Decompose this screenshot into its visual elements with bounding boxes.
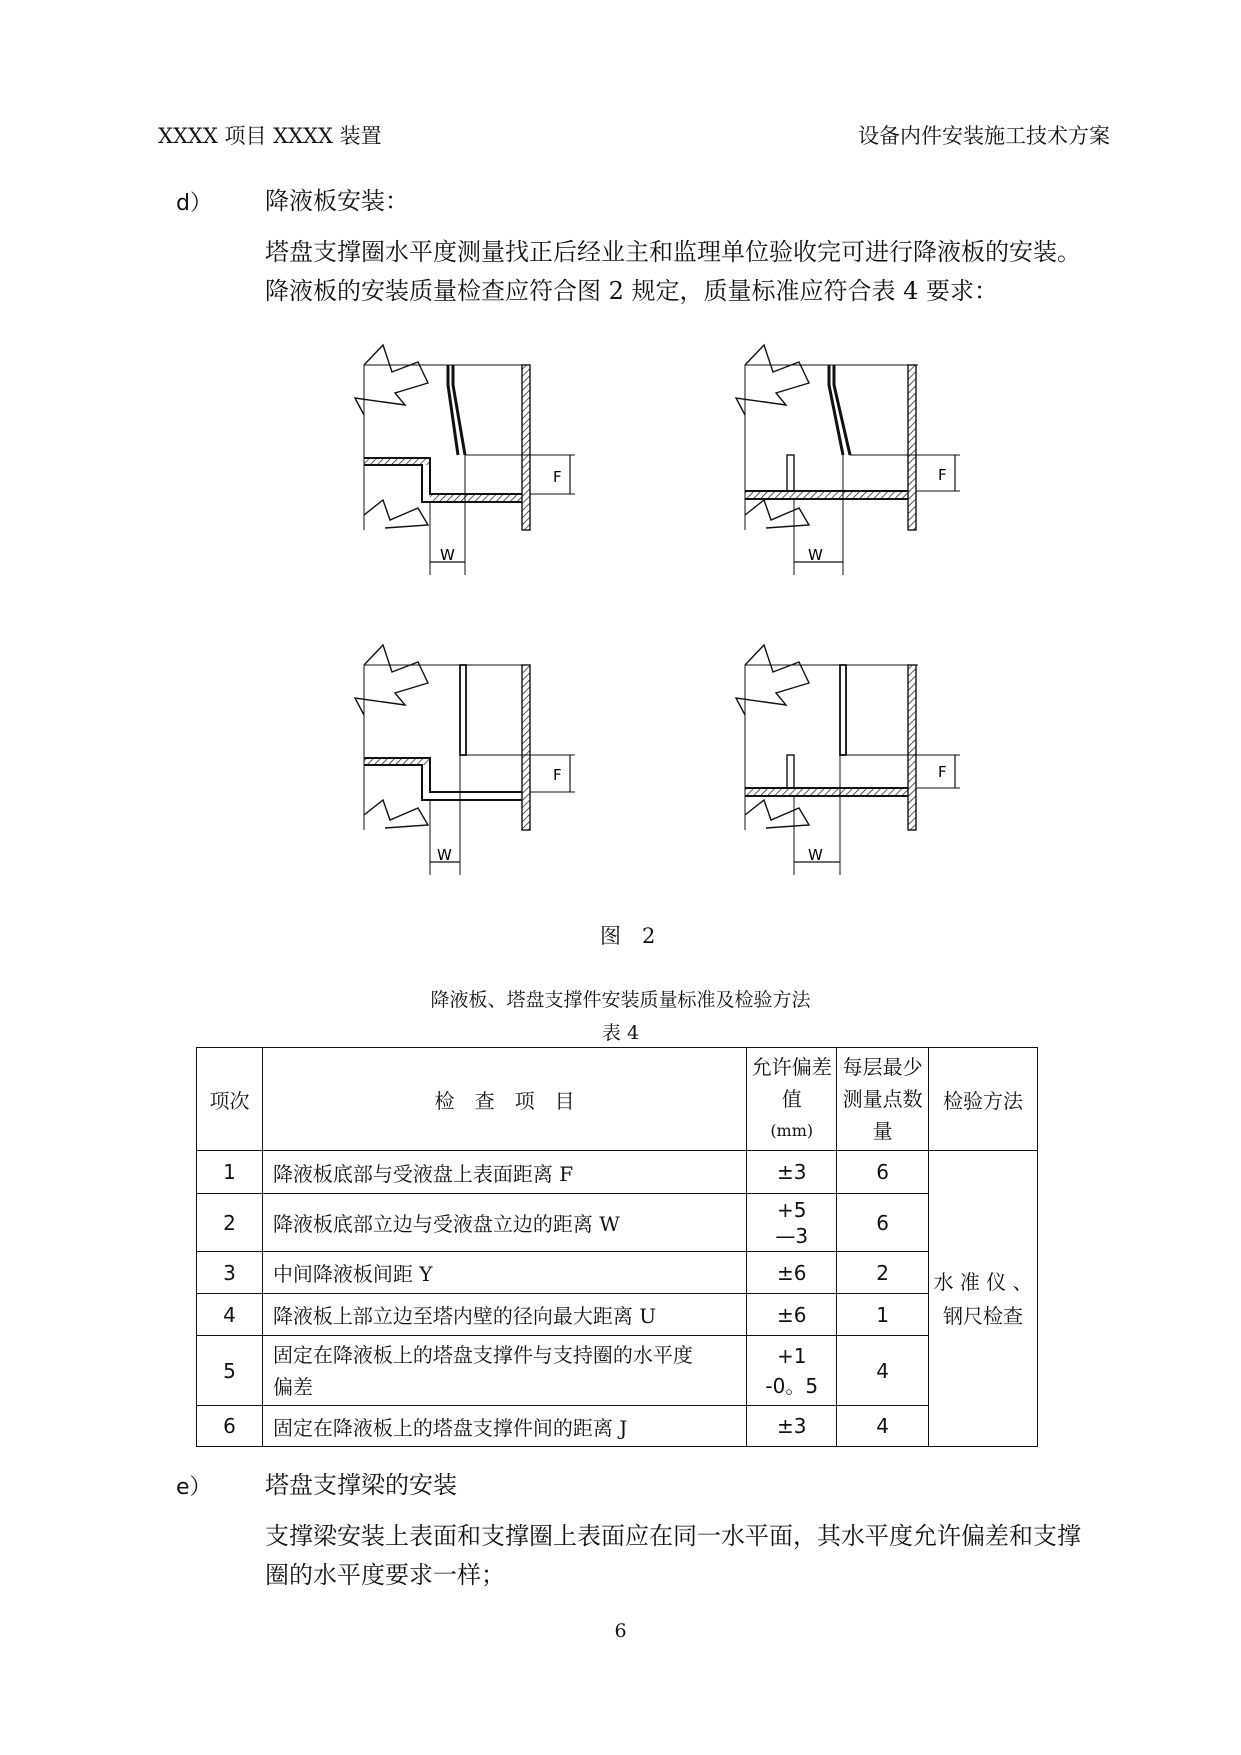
label-w-3: W [437, 846, 452, 864]
header-left: XXXX 项目 XXXX 装置 [158, 124, 382, 148]
section-e-title: 塔盘支撑梁的安装 [265, 1471, 457, 1499]
row-tolerance [747, 1194, 837, 1252]
row-no: 5 [197, 1336, 263, 1406]
table-row [197, 1406, 1038, 1447]
section-e-label: e） [176, 1475, 212, 1500]
label-f-1: F [553, 468, 562, 486]
row-tolerance: ±3 [747, 1406, 837, 1447]
row-no: 2 [197, 1194, 263, 1252]
label-w-1: W [440, 546, 455, 564]
row-points: 6 [837, 1151, 929, 1194]
row-item: 降液板底部立边与受液盘立边的距离 W [262, 1194, 746, 1252]
header-no: 项次 [197, 1048, 263, 1151]
table-row [197, 1336, 1038, 1406]
header-item: 检 查 项 目 [262, 1048, 746, 1151]
header-points-l3: 量 [872, 1119, 893, 1143]
table-row [197, 1252, 1038, 1294]
row-item: 降液板上部立边至塔内壁的径向最大距离 U [262, 1294, 746, 1336]
header-points-l2: 测量点数 [842, 1087, 923, 1111]
label-f-4: F [938, 763, 947, 781]
header-tolerance-l1: 允许偏差 [751, 1055, 832, 1079]
row-tolerance: ±6 [747, 1294, 837, 1336]
row-tolerance-lower: -0。5 [765, 1373, 819, 1398]
row-no: 6 [197, 1406, 263, 1447]
row-tolerance-upper: +5 [776, 1197, 807, 1222]
row-no: 1 [197, 1151, 263, 1194]
row-item-line1: 固定在降液板上的塔盘支撑件与支持圈的水平度 [272, 1342, 693, 1367]
row-tolerance: ±3 [747, 1151, 837, 1194]
header-points-l1: 每层最少 [842, 1055, 923, 1079]
row-item: 中间降液板间距 Y [262, 1252, 746, 1294]
page-number: 6 [614, 1620, 627, 1642]
figure-caption: 图 2 [600, 924, 656, 948]
table-number: 表 4 [601, 1022, 640, 1044]
section-d-para1: 塔盘支撑圈水平度测量找正后经业主和监理单位验收完可进行降液板的安装。 [265, 238, 1081, 266]
header-points [837, 1048, 929, 1151]
label-f-2: F [938, 466, 947, 484]
section-e-para1: 支撑梁安装上表面和支撑圈上表面应在同一水平面，其水平度允许偏差和支撑 [265, 1522, 1081, 1550]
method-cell [929, 1151, 1038, 1447]
header-tolerance [747, 1048, 837, 1151]
row-points: 4 [837, 1406, 929, 1447]
header-tolerance-l2: 值 [781, 1087, 802, 1111]
label-w-2: W [808, 546, 823, 564]
row-points: 4 [837, 1336, 929, 1406]
row-tolerance [747, 1336, 837, 1406]
row-points: 6 [837, 1194, 929, 1252]
header-tolerance-l3: (mm) [770, 1121, 814, 1140]
table-row [197, 1294, 1038, 1336]
method-line1: 水 准 仪 、 [933, 1269, 1033, 1294]
row-tolerance: ±6 [747, 1252, 837, 1294]
row-points: 2 [837, 1252, 929, 1294]
row-item-line2: 偏差 [272, 1374, 313, 1399]
row-points: 1 [837, 1294, 929, 1336]
diagram-top-right [736, 345, 960, 575]
diagram-bottom-right [736, 645, 960, 875]
section-d-label: d） [176, 191, 212, 216]
row-tolerance-lower: —3 [775, 1223, 809, 1248]
label-w-4: W [808, 846, 823, 864]
header-method: 检验方法 [929, 1048, 1038, 1151]
section-d-title: 降液板安装： [265, 187, 409, 215]
section-e-para2: 圈的水平度要求一样； [265, 1561, 505, 1589]
row-no: 4 [197, 1294, 263, 1336]
row-tolerance-upper: +1 [776, 1343, 807, 1368]
row-no: 3 [197, 1252, 263, 1294]
quality-standard-table [196, 1047, 1038, 1447]
diagram-bottom-left [355, 645, 575, 875]
method-line2: 钢尺检查 [943, 1303, 1024, 1328]
row-item [262, 1336, 746, 1406]
table-title: 降液板、塔盘支撑件安装质量标准及检验方法 [430, 989, 811, 1011]
header-right: 设备内件安装施工技术方案 [858, 124, 1110, 148]
row-item: 固定在降液板上的塔盘支撑件间的距离 J [262, 1406, 746, 1447]
table-header-row [197, 1048, 1038, 1151]
table-row [197, 1194, 1038, 1252]
diagram-top-left [355, 345, 575, 575]
section-d-para2: 降液板的安装质量检查应符合图 2 规定，质量标准应符合表 4 要求： [265, 277, 999, 305]
label-f-3: F [553, 766, 562, 784]
row-item: 降液板底部与受液盘上表面距离 F [262, 1151, 746, 1194]
table-row [197, 1151, 1038, 1194]
